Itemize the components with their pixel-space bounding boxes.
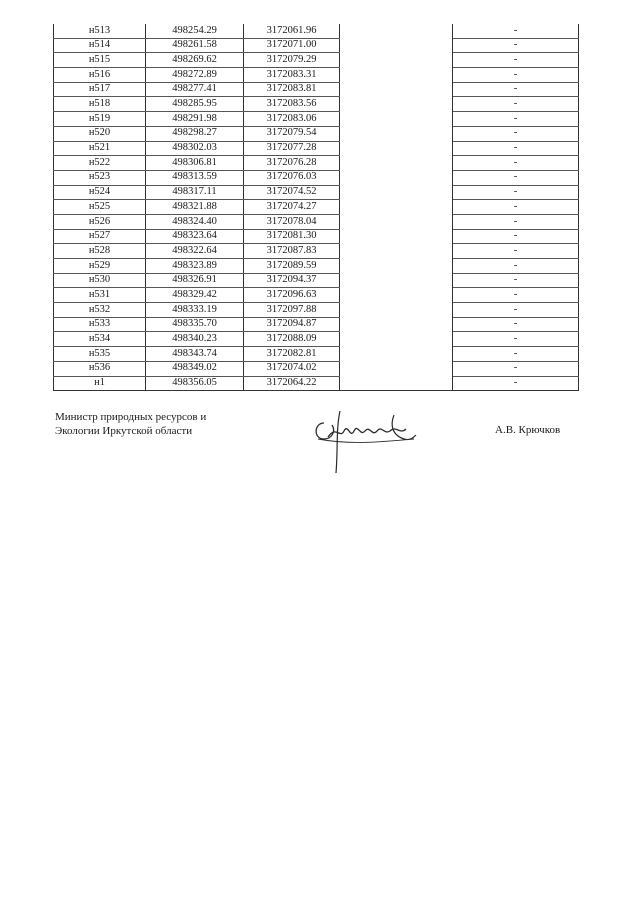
point-cell: н526: [54, 214, 146, 229]
empty-cell: [340, 229, 453, 244]
note-cell: -: [453, 112, 579, 127]
x-coordinate-cell: 498272.89: [146, 68, 244, 83]
table-row: [54, 24, 579, 38]
empty-cell: [340, 303, 453, 318]
y-coordinate-cell: 3172087.83: [244, 244, 340, 259]
point-cell: н528: [54, 244, 146, 259]
table-row: [54, 317, 579, 332]
empty-cell: [340, 259, 453, 274]
note-cell: -: [453, 170, 579, 185]
y-coordinate-cell: 3172071.00: [244, 38, 340, 53]
table-row: [54, 273, 579, 288]
note-cell: -: [453, 68, 579, 83]
y-coordinate-cell: 3172061.96: [244, 24, 340, 38]
note-cell: -: [453, 347, 579, 362]
point-cell: н513: [54, 24, 146, 38]
x-coordinate-cell: 498343.74: [146, 347, 244, 362]
point-cell: н514: [54, 38, 146, 53]
signer-position-line-1: Министр природных ресурсов и: [55, 411, 207, 423]
empty-cell: [340, 112, 453, 127]
table-row: [54, 156, 579, 171]
y-coordinate-cell: 3172097.88: [244, 303, 340, 318]
table-row: [54, 347, 579, 362]
empty-cell: [340, 68, 453, 83]
table-row: [54, 68, 579, 83]
note-cell: -: [453, 288, 579, 303]
y-coordinate-cell: 3172077.28: [244, 141, 340, 156]
point-cell: н530: [54, 273, 146, 288]
coordinates-table-body: [54, 24, 579, 391]
signer-name: А.В. Крючков: [495, 424, 561, 436]
x-coordinate-cell: 498335.70: [146, 317, 244, 332]
point-cell: н522: [54, 156, 146, 171]
note-cell: -: [453, 317, 579, 332]
note-cell: -: [453, 24, 579, 38]
empty-cell: [340, 126, 453, 141]
table-row: [54, 82, 579, 97]
x-coordinate-cell: 498322.64: [146, 244, 244, 259]
note-cell: -: [453, 141, 579, 156]
note-cell: -: [453, 156, 579, 171]
empty-cell: [340, 200, 453, 215]
point-cell: н536: [54, 361, 146, 376]
y-coordinate-cell: 3172088.09: [244, 332, 340, 347]
y-coordinate-cell: 3172082.81: [244, 347, 340, 362]
note-cell: -: [453, 185, 579, 200]
table-row: [54, 361, 579, 376]
table-row: [54, 229, 579, 244]
note-cell: -: [453, 361, 579, 376]
point-cell: н517: [54, 82, 146, 97]
x-coordinate-cell: 498277.41: [146, 82, 244, 97]
point-cell: н518: [54, 97, 146, 112]
point-cell: н523: [54, 170, 146, 185]
point-cell: н521: [54, 141, 146, 156]
table-row: [54, 214, 579, 229]
table-row: [54, 259, 579, 274]
y-coordinate-cell: 3172074.27: [244, 200, 340, 215]
x-coordinate-cell: 498349.02: [146, 361, 244, 376]
point-cell: н529: [54, 259, 146, 274]
note-cell: -: [453, 53, 579, 68]
note-cell: -: [453, 229, 579, 244]
empty-cell: [340, 317, 453, 332]
point-cell: н516: [54, 68, 146, 83]
y-coordinate-cell: 3172078.04: [244, 214, 340, 229]
y-coordinate-cell: 3172079.54: [244, 126, 340, 141]
x-coordinate-cell: 498340.23: [146, 332, 244, 347]
table-row: [54, 126, 579, 141]
x-coordinate-cell: 498254.29: [146, 24, 244, 38]
y-coordinate-cell: 3172076.03: [244, 170, 340, 185]
x-coordinate-cell: 498291.98: [146, 112, 244, 127]
note-cell: -: [453, 126, 579, 141]
y-coordinate-cell: 3172089.59: [244, 259, 340, 274]
x-coordinate-cell: 498324.40: [146, 214, 244, 229]
point-cell: н524: [54, 185, 146, 200]
y-coordinate-cell: 3172083.81: [244, 82, 340, 97]
point-cell: н515: [54, 53, 146, 68]
note-cell: -: [453, 214, 579, 229]
point-cell: н535: [54, 347, 146, 362]
y-coordinate-cell: 3172094.37: [244, 273, 340, 288]
x-coordinate-cell: 498326.91: [146, 273, 244, 288]
empty-cell: [340, 361, 453, 376]
empty-cell: [340, 376, 453, 391]
x-coordinate-cell: 498261.58: [146, 38, 244, 53]
empty-cell: [340, 332, 453, 347]
point-cell: н533: [54, 317, 146, 332]
empty-cell: [340, 214, 453, 229]
x-coordinate-cell: 498302.03: [146, 141, 244, 156]
table-row: [54, 288, 579, 303]
point-cell: н525: [54, 200, 146, 215]
point-cell: н534: [54, 332, 146, 347]
y-coordinate-cell: 3172074.02: [244, 361, 340, 376]
x-coordinate-cell: 498285.95: [146, 97, 244, 112]
empty-cell: [340, 82, 453, 97]
y-coordinate-cell: 3172083.31: [244, 68, 340, 83]
y-coordinate-cell: 3172074.52: [244, 185, 340, 200]
coordinates-table: [53, 24, 579, 391]
point-cell: н527: [54, 229, 146, 244]
empty-cell: [340, 288, 453, 303]
x-coordinate-cell: 498356.05: [146, 376, 244, 391]
y-coordinate-cell: 3172083.56: [244, 97, 340, 112]
empty-cell: [340, 24, 453, 38]
x-coordinate-cell: 498269.62: [146, 53, 244, 68]
point-cell: н519: [54, 112, 146, 127]
signature-block: [55, 411, 575, 481]
y-coordinate-cell: 3172083.06: [244, 112, 340, 127]
table-row: [54, 97, 579, 112]
note-cell: -: [453, 376, 579, 391]
x-coordinate-cell: 498317.11: [146, 185, 244, 200]
table-row: [54, 200, 579, 215]
empty-cell: [340, 97, 453, 112]
table-row: [54, 53, 579, 68]
signer-position-line-2: Экологии Иркутской области: [55, 424, 193, 437]
table-row: [54, 170, 579, 185]
point-cell: н1: [54, 376, 146, 391]
empty-cell: [340, 38, 453, 53]
table-row: [54, 185, 579, 200]
x-coordinate-cell: 498333.19: [146, 303, 244, 318]
point-cell: н531: [54, 288, 146, 303]
y-coordinate-cell: 3172094.87: [244, 317, 340, 332]
table-row: [54, 332, 579, 347]
empty-cell: [340, 53, 453, 68]
y-coordinate-cell: 3172081.30: [244, 229, 340, 244]
note-cell: -: [453, 38, 579, 53]
y-coordinate-cell: 3172076.28: [244, 156, 340, 171]
signer-position: [55, 411, 206, 438]
note-cell: -: [453, 82, 579, 97]
x-coordinate-cell: 498313.59: [146, 170, 244, 185]
table-row: [54, 244, 579, 259]
empty-cell: [340, 170, 453, 185]
note-cell: -: [453, 303, 579, 318]
x-coordinate-cell: 498306.81: [146, 156, 244, 171]
table-row: [54, 141, 579, 156]
table-row: [54, 38, 579, 53]
note-cell: -: [453, 200, 579, 215]
empty-cell: [340, 273, 453, 288]
x-coordinate-cell: 498323.89: [146, 259, 244, 274]
empty-cell: [340, 156, 453, 171]
point-cell: н532: [54, 303, 146, 318]
table-row: [54, 376, 579, 391]
x-coordinate-cell: 498321.88: [146, 200, 244, 215]
x-coordinate-cell: 498298.27: [146, 126, 244, 141]
empty-cell: [340, 347, 453, 362]
empty-cell: [340, 244, 453, 259]
note-cell: -: [453, 244, 579, 259]
y-coordinate-cell: 3172079.29: [244, 53, 340, 68]
x-coordinate-cell: 498329.42: [146, 288, 244, 303]
note-cell: -: [453, 332, 579, 347]
table-row: [54, 112, 579, 127]
empty-cell: [340, 185, 453, 200]
note-cell: -: [453, 97, 579, 112]
handwritten-signature-icon: [310, 409, 420, 475]
note-cell: -: [453, 259, 579, 274]
x-coordinate-cell: 498323.64: [146, 229, 244, 244]
note-cell: -: [453, 273, 579, 288]
point-cell: н520: [54, 126, 146, 141]
table-row: [54, 303, 579, 318]
y-coordinate-cell: 3172064.22: [244, 376, 340, 391]
empty-cell: [340, 141, 453, 156]
y-coordinate-cell: 3172096.63: [244, 288, 340, 303]
